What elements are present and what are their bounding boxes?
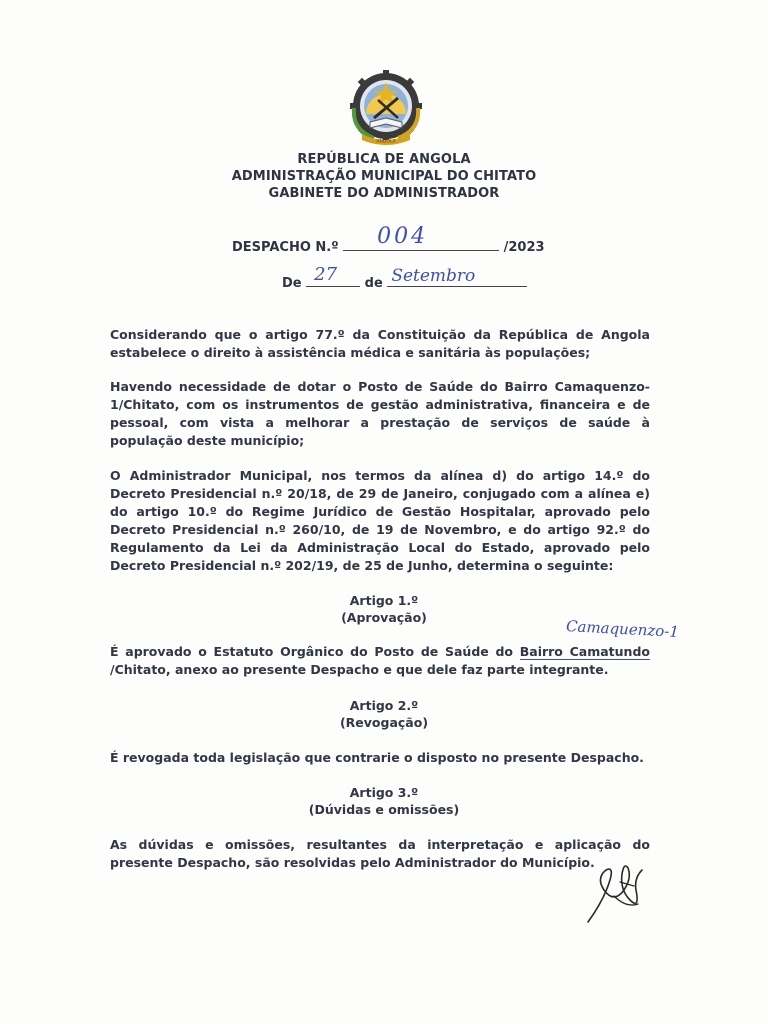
despacho-number-field — [343, 224, 499, 251]
paragraph-administrador: O Administrador Municipal, nos termos da alínea d) do artigo 14.º do Decreto Presidencial n.º 20/18, de 29 de Janeiro, conjugado com a alínea e) do artigo 10.º do Regime Jurídico de Gestão Hospitalar, aprovado pelo Decreto Presidencial n.º 260/10, de 19 de Novembro, e do artigo 92.º do Regulamento da Lei da Administração Local do Estado, aprovado pelo Decreto Presidencial n.º 202/19, de 25 de Junho, determina o seguinte: — [110, 468, 650, 573]
article-1-text — [110, 643, 650, 679]
article-3-title: Artigo 3.º — [349, 785, 419, 800]
date-prefix: De — [282, 276, 302, 291]
date-day-handwritten: 27 — [314, 264, 338, 285]
date-line — [282, 264, 527, 291]
despacho-label: DESPACHO N.º — [232, 240, 339, 255]
despacho-number-line — [232, 224, 545, 255]
despacho-year: /2023 — [503, 240, 545, 255]
article-1-text-before: É aprovado o Estatuto Orgânico do Posto de Saúde do — [110, 644, 520, 659]
date-day-field — [306, 264, 360, 287]
despacho-number-handwritten: 004 — [377, 224, 429, 249]
paragraph-havendo: Havendo necessidade de dotar o Posto de Saúde do Bairro Camaquenzo-1/Chitato, com os instrumentos de gestão administrativa, financeira e de pessoal, com vista a melhorar a prestação de serviços de saúde à população deste município; — [110, 379, 650, 448]
article-1-underlined-text: Bairro Camatundo — [519, 644, 650, 659]
paragraph-considerando: Considerando que o artigo 77.º da Constituição da República de Angola estabelece o direito à assistência médica e sanitária às populações; — [110, 327, 650, 360]
article-2-subtitle: (Revogação) — [339, 715, 429, 730]
date-month-field — [387, 266, 527, 287]
article-3-subtitle: (Dúvidas e omissões) — [308, 802, 460, 817]
coat-of-arms-emblem — [344, 68, 428, 148]
article-2-title: Artigo 2.º — [349, 698, 419, 713]
article-2-text: É revogada toda legislação que contrarie o disposto no presente Despacho. — [110, 750, 644, 765]
article-1-text-after: /Chitato, anexo ao presente Despacho e que dele faz parte integrante. — [110, 662, 609, 677]
article-1-subtitle: (Aprovação) — [341, 610, 427, 625]
article-3-text: As dúvidas e omissões, resultantes da interpretação e aplicação do presente Despacho, são resolvidas pelo Administrador do Município. — [110, 837, 650, 870]
header-administration: ADMINISTRAÇÃO MUNICIPAL DO CHITATO — [231, 169, 537, 184]
date-month-handwritten: Setembro — [391, 266, 476, 286]
article-1-title: Artigo 1.º — [349, 593, 419, 608]
header-cabinet: GABINETE DO ADMINISTRADOR — [268, 186, 500, 201]
emblem-banner-text: ANGOLA — [376, 139, 396, 145]
handwritten-correction: Camaquenzo-1 — [565, 617, 680, 641]
date-middle: de — [364, 276, 383, 291]
handwritten-signature — [584, 860, 654, 926]
header-republic: REPÚBLICA DE ANGOLA — [297, 152, 471, 167]
